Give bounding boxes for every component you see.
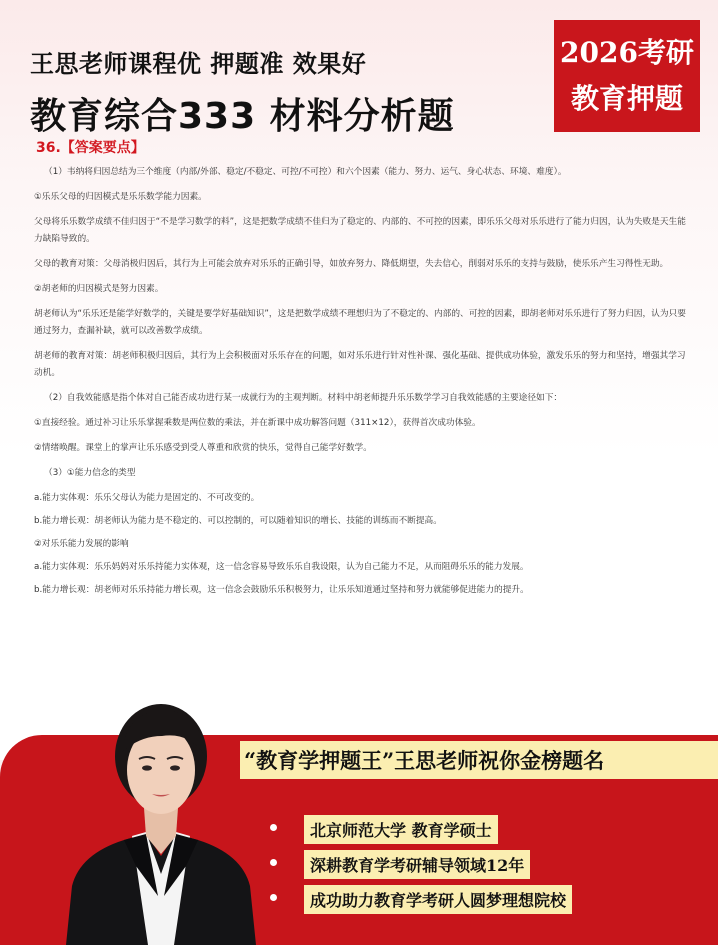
answer-paragraph: ②胡老师的归因模式是努力因素。 (34, 284, 164, 294)
answer-paragraph: ②对乐乐能力发展的影响 (34, 539, 129, 549)
answer-paragraph: 胡老师认为“乐乐还是能学好数学的，关键是要学好基础知识”，这是把数学成绩不理想归为了不稳定的、内部的、可控的因素，即胡老师对乐乐进行了努力归因，认为只要通过努力，查漏补缺，就可以改善数学成绩。 (34, 309, 686, 336)
exam-badge (554, 20, 700, 132)
promo-bullet-text: 北京师范大学 教育学硕士 (304, 815, 498, 844)
bullet-dot-icon (270, 894, 277, 901)
bullet-dot-icon (270, 824, 277, 831)
answer-content (34, 164, 688, 605)
badge-line-2: 教育押题 (570, 82, 683, 115)
slogan: 王思老师课程优 押题准 效果好 (30, 50, 367, 78)
answer-paragraph: 父母将乐乐数学成绩不佳归因于“不是学习数学的料”，这是把数学成绩不佳归为了稳定的、内部的、不可控的因素，即乐乐父母对乐乐进行了能力归因，认为失败是天生能力缺陷导致的。 (34, 217, 686, 244)
answer-paragraph: （1）韦纳将归因总结为三个维度（内部/外部、稳定/不稳定、可控/不可控）和六个因素（能力、努力、运气、身心状态、环境、难度）。 (44, 167, 567, 177)
answer-paragraph: b.能力增长观：胡老师对乐乐持能力增长观，这一信念会鼓励乐乐积极努力，让乐乐知道通过坚持和努力就能够促进能力的提升。 (34, 585, 529, 595)
promo-bullet (270, 850, 710, 880)
badge-line-1: 2026考研 (560, 36, 694, 69)
promo-bullet (270, 885, 710, 915)
answer-paragraph: （2）自我效能感是指个体对自己能否成功进行某一成就行为的主观判断。材料中胡老师提升乐乐数学学习自我效能感的主要途径如下： (44, 393, 563, 403)
answer-paragraph: a.能力实体观：乐乐妈妈对乐乐持能力实体观，这一信念容易导致乐乐自我设限，认为自己能力不足，从而阻碍乐乐的能力发展。 (34, 562, 529, 572)
bullet-dot-icon (270, 859, 277, 866)
page-title: 教育综合333 材料分析题 (30, 96, 455, 137)
answer-paragraph: 父母的教育对策：父母消极归因后，其行为上可能会放弃对乐乐的正确引导，如放弃努力、降低期望，失去信心，削弱对乐乐的支持与鼓励，使乐乐产生习得性无助。 (34, 259, 669, 269)
answer-paragraph: a.能力实体观：乐乐父母认为能力是固定的、不可改变的。 (34, 493, 260, 503)
promo-bullet-text: 成功助力教育学考研人圆梦理想院校 (304, 885, 572, 914)
answer-paragraph: b.能力增长观：胡老师认为能力是不稳定的、可以控制的，可以随着知识的增长、技能的训练而不断提高。 (34, 516, 442, 526)
answer-paragraph: （3）①能力信念的类型 (44, 468, 136, 478)
answer-paragraph: ②情绪唤醒。课堂上的掌声让乐乐感受到受人尊重和欣赏的快乐，觉得自己能学好数学。 (34, 443, 372, 453)
answer-heading: 36.【答案要点】 (36, 140, 145, 156)
promo-bullet (270, 815, 710, 845)
promo-bullet-text: 深耕教育学考研辅导领域12年 (304, 850, 530, 879)
teacher-portrait (66, 696, 256, 945)
promo-bullets (270, 815, 710, 920)
answer-paragraph: 胡老师的教育对策：胡老师积极归因后，其行为上会积极面对乐乐存在的问题，如对乐乐进行针对性补课、强化基础、提供成功体验，激发乐乐的努力和坚持，增强其学习动机。 (34, 351, 686, 378)
answer-paragraph: ①乐乐父母的归因模式是乐乐数学能力因素。 (34, 192, 207, 202)
answer-paragraph: ①直接经验。通过补习让乐乐掌握乘数是两位数的乘法，并在新课中成功解答问题（311×12），获得首次成功体验。 (34, 418, 481, 428)
promo-ribbon-text: “教育学押题王”王思老师祝你金榜题名 (244, 748, 605, 773)
